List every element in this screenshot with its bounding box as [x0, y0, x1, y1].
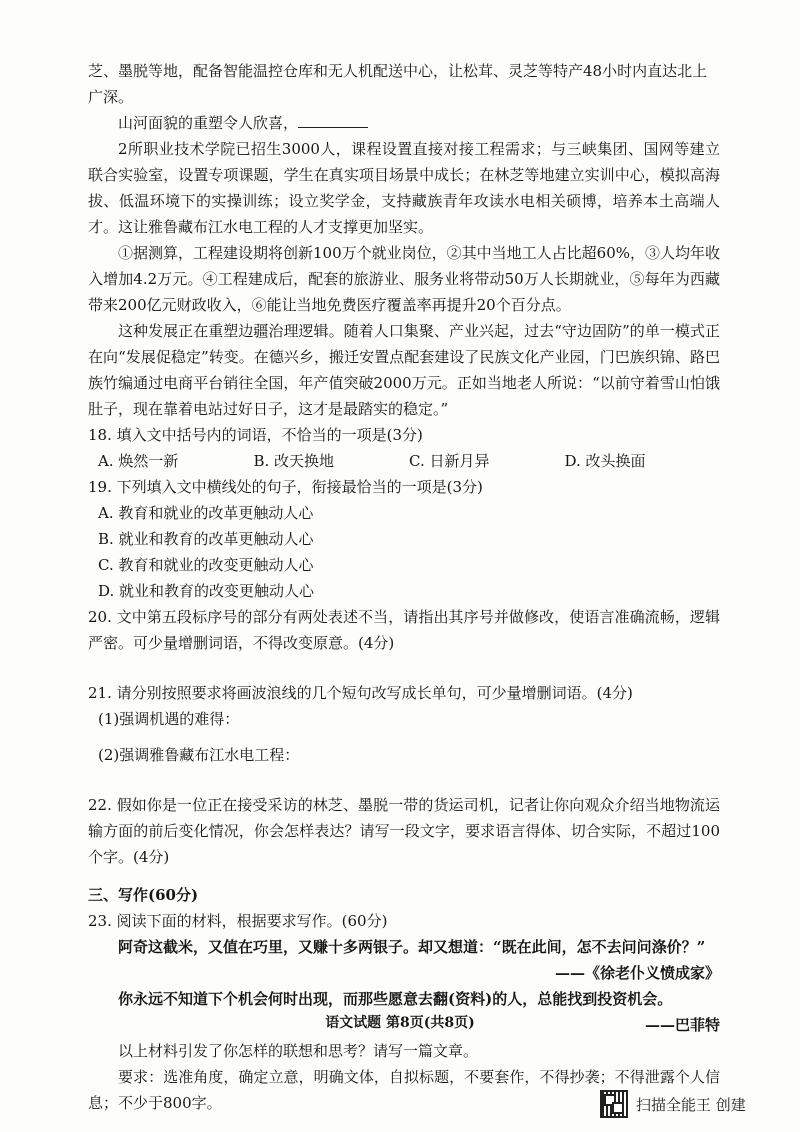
- q19-option-c: C. 教育和就业的改变更触动人心: [98, 556, 314, 574]
- question-18-stem: 18. 填入文中括号内的词语，不恰当的一项是(3分): [88, 426, 423, 444]
- material-quote-1: 阿奇这截米，又值在巧里，又赚十多两银子。却又想道：“既在此间，怎不去问问涤价？”: [118, 938, 706, 956]
- watermark-text: 扫描全能王 创建: [636, 1095, 746, 1114]
- material-source-1: ——《徐老仆义愤成家》: [554, 964, 720, 982]
- passage-intro-line: [88, 110, 720, 136]
- passage-paragraph-data: ①据测算，工程建设期将创新100万个就业岗位，②其中当地工人占比超60%，③人均年收入增加4.2万元。④工程建成后，配套的旅游业、服务业将带动50万人长期就业，⑤每年为西藏带来200亿元财政收入，⑥能让当地免费医疗覆盖率再提升20个百分点。: [88, 244, 720, 314]
- page-footer: 语文试题 第8页(共8页): [325, 1015, 475, 1031]
- scanner-watermark: [600, 1090, 746, 1118]
- question-22-stem: 22. 假如你是一位正在接受采访的林芝、墨脱一带的货运司机，记者让你向观众介绍当地物流运输方面的前后变化情况，你会怎样表达？请写一段文字，要求语言得体、切合实际，不超过100个字。(4分): [88, 796, 720, 866]
- passage-paragraph-school: 2所职业技术学院已招生3000人，课程设置直接对接工程需求；与三峡集团、国网等建立联合实验室，设置专项课题，学生在真实项目场景中成长；在林芝等地建立实训中心，模拟高海拔、低温环境下的实操训练；设立奖学金，支持藏族青年攻读水电相关硕博，培养本土高端人才。这让雅鲁藏布江水电工程的人才支撑更加坚实。: [88, 140, 720, 236]
- q18-option-d: D. 改头换面: [564, 452, 646, 470]
- question-21-stem: 21. 请分别按照要求将画波浪线的几个短句改写成长单句，可少量增删词语。(4分): [88, 684, 633, 702]
- answer-space-20: [88, 656, 720, 680]
- question-20-stem: 20. 文中第五段标序号的部分有两处表述不当，请指出其序号并做修改，使语言准确流畅，逻辑严密。可少量增删词语，不得改变原意。(4分): [88, 608, 720, 652]
- q18-option-a: A. 焕然一新: [98, 452, 179, 470]
- passage-intro-text: 山河面貌的重塑令人欣喜，: [118, 114, 299, 132]
- material-quote-2: 你永远不知道下个机会何时出现，而那些愿意去翻(资料)的人，总能找到投资机会。: [118, 990, 673, 1008]
- answer-space-21-2: [88, 768, 720, 792]
- question-18-options: [88, 448, 720, 474]
- writing-prompt: 以上材料引发了你怎样的联想和思考？请写一篇文章。: [118, 1042, 479, 1060]
- material-source-2: ——巴菲特: [644, 1016, 720, 1034]
- fill-in-blank: [298, 111, 368, 128]
- q19-option-b: B. 就业和教育的改革更触动人心: [98, 530, 314, 548]
- q19-option-a: A. 教育和就业的改革更触动人心: [98, 504, 314, 522]
- q21-sub-2: (2)强调雅鲁藏布江水电工程：: [98, 746, 300, 764]
- passage-continuation: 芝、墨脱等地，配备智能温控仓库和无人机配送中心，让松茸、灵芝等特产48小时内直达北上广深。: [88, 62, 708, 106]
- qr-code-icon: [600, 1090, 628, 1118]
- question-19-stem: 19. 下列填入文中横线处的句子，衔接最恰当的一项是(3分): [88, 478, 483, 496]
- page-content: [88, 58, 720, 1116]
- writing-requirements: 要求：选准角度，确定立意，明确文体，自拟标题，不要套作，不得抄袭；不得泄露个人信息；不少于800字。: [88, 1068, 720, 1112]
- q19-option-d: D. 就业和教育的改变更触动人心: [98, 582, 315, 600]
- q18-option-b: B. 改天换地: [253, 452, 335, 470]
- question-23-stem: 23. 阅读下面的材料，根据要求写作。(60分): [88, 912, 388, 930]
- q21-sub-1: (1)强调机遇的难得：: [98, 710, 240, 728]
- writing-section-heading: 三、写作(60分): [88, 886, 199, 904]
- answer-space-21-1: [88, 732, 720, 742]
- passage-paragraph-logic: 这种发展正在重塑边疆治理逻辑。随着人口集聚、产业兴起，过去“守边固防”的单一模式正在向“发展促稳定”转变。在德兴乡，搬迁安置点配套建设了民族文化产业园，门巴族织锦、路巴族竹编通过电商平台销往全国，年产值突破2000万元。正如当地老人所说：“以前守着雪山怕饿肚子，现在靠着电站过好日子，这才是最踏实的稳定。”: [88, 322, 720, 418]
- q18-option-c: C. 日新月异: [409, 452, 490, 470]
